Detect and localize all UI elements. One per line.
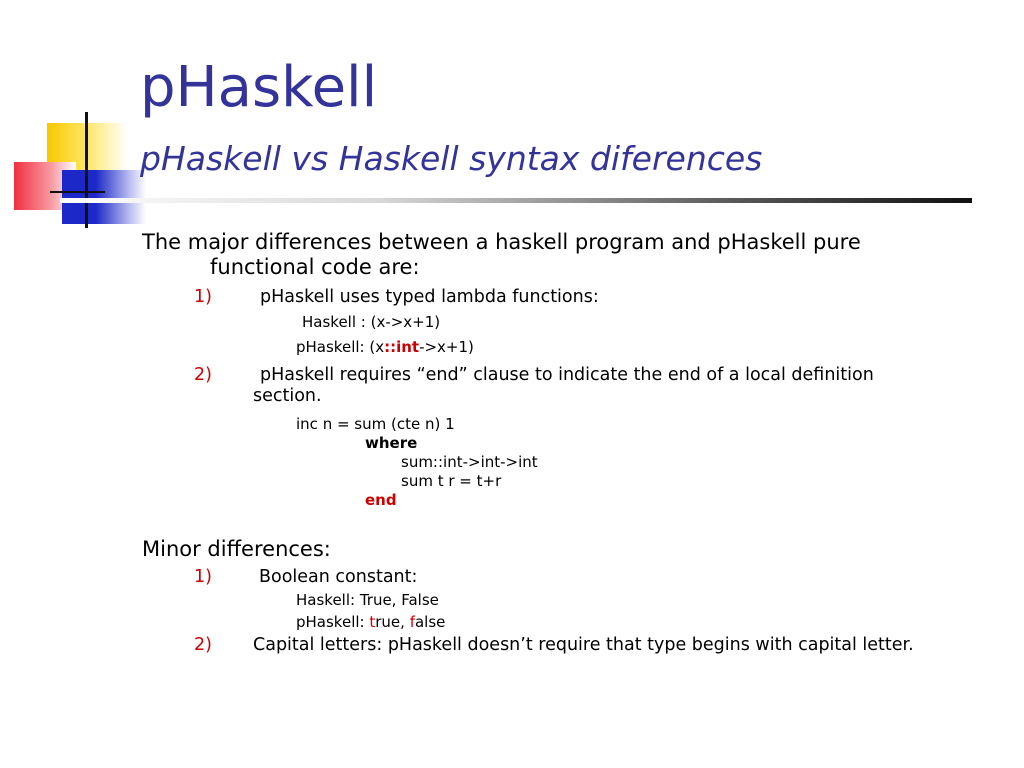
item2-number: 2) [194,365,212,385]
item1-text: pHaskell uses typed lambda functions: [260,287,599,307]
item1-haskell-example: Haskell : (x->x+1) [302,313,441,331]
minor1-f-letter: f [409,613,415,631]
minor1-text: Boolean constant: [259,567,418,587]
minor1-t-rest: rue, [375,613,410,631]
minor-heading: Minor differences: [142,537,331,561]
item1-phaskell-example [296,338,474,357]
decor-horizontal-line [50,191,105,193]
phaskell-example-prefix: pHaskell: (x [296,338,385,356]
minor2-number: 2) [194,635,212,655]
phaskell-type-annotation: ::int [384,338,420,356]
item2-text-line1: pHaskell requires “end” clause to indicate the end of a local definition [260,365,874,385]
minor1-phaskell-line [296,613,445,632]
item2-text-line2: section. [253,386,322,406]
slide-subtitle: pHaskell vs Haskell syntax diferences [140,139,763,178]
minor2-text: Capital letters: pHaskell doesn’t require that type begins with capital letter. [253,635,914,655]
decor-blue-square [62,170,146,224]
decor-vertical-line [85,112,88,228]
minor1-f-rest: alse [414,613,446,631]
major-intro-line1: The major differences between a haskell program and pHaskell pure [142,230,861,254]
item1-number: 1) [194,287,212,307]
minor1-t-letter: t [369,613,376,631]
code-line-sum-def: sum t r = t+r [401,472,502,490]
phaskell-example-suffix: ->x+1) [419,338,474,356]
minor1-haskell-line: Haskell: True, False [296,591,439,609]
title-divider-rule [60,198,972,203]
code-line-sum-type: sum::int->int->int [401,453,538,471]
minor1-phaskell-prefix: pHaskell: [296,613,370,631]
code-keyword-end: end [365,491,397,509]
code-line-inc: inc n = sum (cte n) 1 [296,415,455,433]
slide-title: pHaskell [140,55,378,120]
code-keyword-where: where [365,434,418,452]
minor1-number: 1) [194,567,212,587]
major-intro-line2: functional code are: [210,255,420,279]
